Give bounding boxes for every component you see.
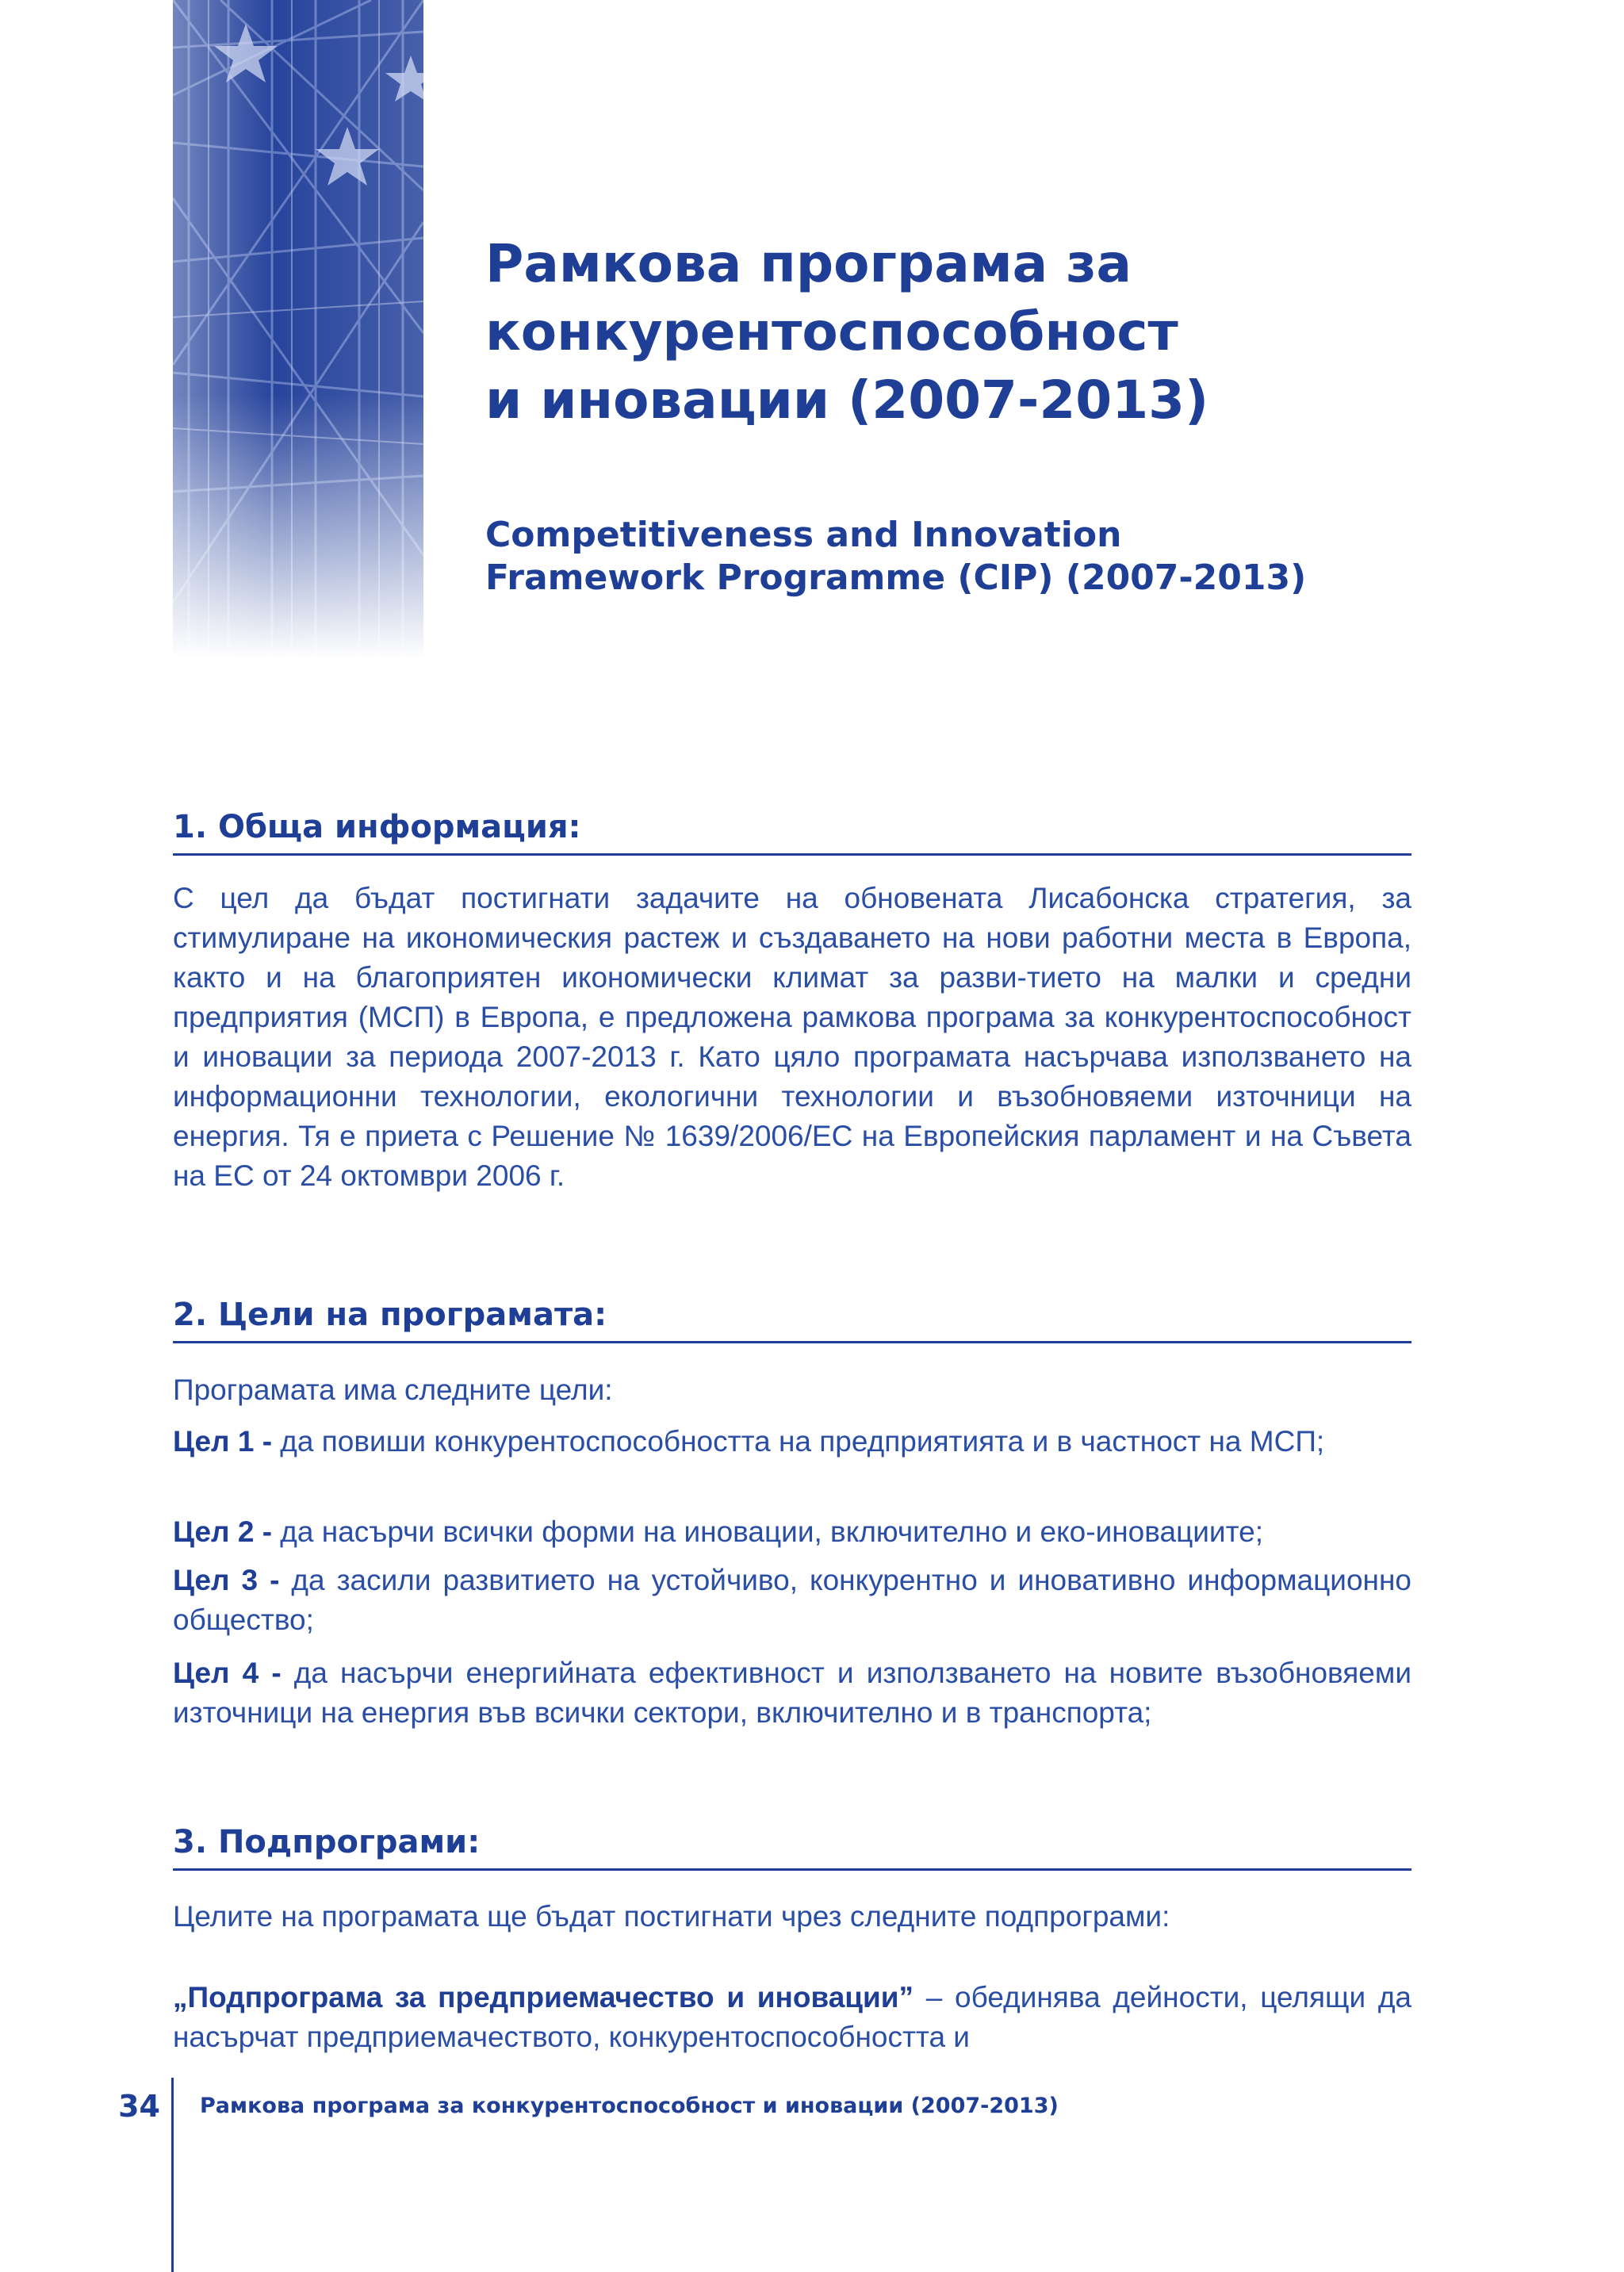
goal-label: Цел 4 - [173,1657,282,1689]
title-block [485,230,1437,600]
goal-1 [173,1422,1411,1462]
section-1-text: С цел да бъдат постигнати задачите на обновената Лисабонска стратегия, за стимулиране на икономическия растеж и създаването на нови работни места в Европа, както и на благоприятен икономически климат за разви-тието на малки и средни предприятия (МСП) в Европа, е предложена рамкова програма за конкурентоспособност и иновации за периода 2007-2013 г. Като цяло програмата насърчава използването на информационни технологии, екологични технологии и възобновяеми източници на енергия. Тя е приета с Решение № 1639/2006/ЕС на Европейския парламент и на Съвета на ЕС от 24 октомври 2006 г. [173,882,1411,1192]
subtitle-line: Competitiveness and Innovation [485,515,1122,555]
section-2-intro: Програмата има следните цели: [173,1374,613,1406]
subprogramme-text: – обединява дейности, целящи да насърчат предприемачеството, конкурентоспособността и [173,1981,1411,2053]
eu-stars-scaffolding-image [173,0,423,658]
page-number: 34 [118,2089,160,2124]
running-title: Рамкова програма за конкурентоспособност и иновации (2007-2013) [200,2094,1059,2118]
goal-text: да насърчи енергийната ефективност и използването на новите възобновяеми източници на енергия във всички сектори, включително и в транспорта; [173,1657,1411,1729]
goal-text: да насърчи всички форми на иновации, включително и еко-иновациите; [272,1515,1263,1548]
goal-label: Цел 2 - [173,1515,273,1548]
goal-3 [173,1561,1411,1640]
section-1-heading: 1. Обща информация: [173,807,1411,856]
footer-rule [171,2078,174,2272]
section-3-intro: Целите на програмата ще бъдат постигнати чрез следните подпрограми: [173,1900,1170,1933]
title-line: Рамкова програма за [485,233,1132,294]
subprogramme-title: „Подпрограма за предприемачество и иновации” [173,1981,914,2013]
goal-text: да засили развитието на устойчиво, конкурентно и иновативно информационно общество; [173,1564,1411,1636]
goal-label: Цел 3 - [173,1564,280,1596]
title-line: и иновации (2007-2013) [485,370,1209,431]
page-title [485,230,1437,435]
english-subtitle [485,514,1437,600]
goal-label: Цел 1 - [173,1425,273,1458]
subprogramme-paragraph [173,1978,1411,2057]
goal-4 [173,1653,1411,1733]
goal-2 [173,1512,1411,1552]
section-2-heading: 2. Цели на програмата: [173,1295,1411,1343]
section-3-heading: 3. Подпрограми: [173,1822,1411,1871]
subtitle-line: Framework Programme (CIP) (2007-2013) [485,557,1307,598]
title-line: конкурентоспособност [485,301,1178,362]
goal-text: да повиши конкурентоспособността на предприятията и в частност на МСП; [272,1425,1325,1458]
